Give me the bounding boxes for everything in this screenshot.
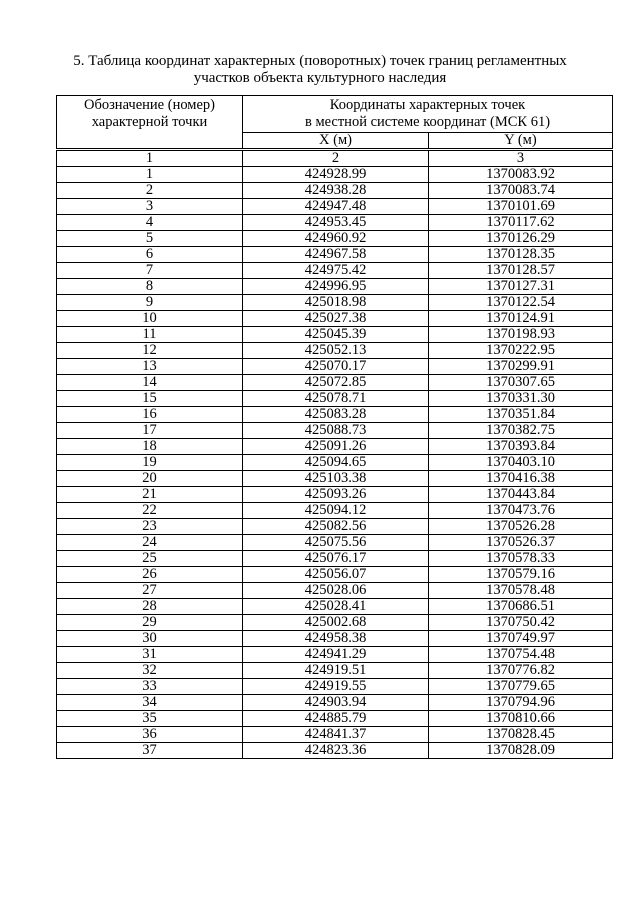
y-coordinate-cell: 1370578.33	[429, 551, 613, 567]
point-number-cell: 12	[57, 343, 243, 359]
point-number-cell: 13	[57, 359, 243, 375]
table-row	[57, 183, 613, 199]
point-number-cell: 26	[57, 567, 243, 583]
x-coordinate-cell: 425083.28	[243, 407, 429, 423]
table-row	[57, 279, 613, 295]
y-coordinate-cell: 1370222.95	[429, 343, 613, 359]
y-coordinate-cell: 1370331.30	[429, 391, 613, 407]
table-row	[57, 695, 613, 711]
y-coordinate-cell: 1370083.92	[429, 167, 613, 183]
x-coordinate-cell: 424938.28	[243, 183, 429, 199]
x-coordinate-cell: 424941.29	[243, 647, 429, 663]
x-coordinate-cell: 425028.06	[243, 583, 429, 599]
y-coordinate-cell: 1370124.91	[429, 311, 613, 327]
table-row	[57, 423, 613, 439]
table-row	[57, 327, 613, 343]
point-number-cell: 28	[57, 599, 243, 615]
point-number-cell: 25	[57, 551, 243, 567]
point-number-cell: 18	[57, 439, 243, 455]
y-coordinate-cell: 1370128.57	[429, 263, 613, 279]
y-coordinate-cell: 1370754.48	[429, 647, 613, 663]
header-point-line-1: Обозначение (номер)	[83, 97, 215, 113]
table-row	[57, 727, 613, 743]
table-row	[57, 407, 613, 423]
y-coordinate-cell: 1370526.37	[429, 535, 613, 551]
point-number-cell: 35	[57, 711, 243, 727]
y-coordinate-cell: 1370750.42	[429, 615, 613, 631]
table-row	[57, 487, 613, 503]
x-coordinate-cell: 424919.51	[243, 663, 429, 679]
column-number-row	[57, 150, 613, 167]
y-coordinate-cell: 1370749.97	[429, 631, 613, 647]
header-coords-line-2: в местной системе координат (МСК 61)	[304, 114, 551, 130]
x-coordinate-cell: 425052.13	[243, 343, 429, 359]
y-coordinate-cell: 1370578.48	[429, 583, 613, 599]
x-coordinate-cell: 425002.68	[243, 615, 429, 631]
x-coordinate-cell: 425072.85	[243, 375, 429, 391]
point-number-cell: 21	[57, 487, 243, 503]
x-coordinate-cell: 425070.17	[243, 359, 429, 375]
x-coordinate-cell: 425028.41	[243, 599, 429, 615]
x-coordinate-cell: 425078.71	[243, 391, 429, 407]
x-coordinate-cell: 425091.26	[243, 439, 429, 455]
point-number-cell: 33	[57, 679, 243, 695]
y-coordinate-cell: 1370351.84	[429, 407, 613, 423]
point-number-cell: 3	[57, 199, 243, 215]
y-coordinate-cell: 1370126.29	[429, 231, 613, 247]
point-number-cell: 24	[57, 535, 243, 551]
table-row	[57, 391, 613, 407]
point-number-cell: 14	[57, 375, 243, 391]
y-coordinate-cell: 1370579.16	[429, 567, 613, 583]
point-number-cell: 10	[57, 311, 243, 327]
y-coordinate-cell: 1370299.91	[429, 359, 613, 375]
x-coordinate-cell: 425088.73	[243, 423, 429, 439]
y-coordinate-cell: 1370810.66	[429, 711, 613, 727]
x-coordinate-cell: 424919.55	[243, 679, 429, 695]
table-header	[57, 96, 613, 150]
point-number-cell: 30	[57, 631, 243, 647]
point-number-cell: 4	[57, 215, 243, 231]
table-row	[57, 471, 613, 487]
table-row	[57, 247, 613, 263]
point-number-cell: 1	[57, 167, 243, 183]
x-coordinate-cell: 424885.79	[243, 711, 429, 727]
x-coordinate-cell: 424841.37	[243, 727, 429, 743]
y-coordinate-cell: 1370198.93	[429, 327, 613, 343]
point-number-cell: 2	[57, 183, 243, 199]
point-number-cell: 36	[57, 727, 243, 743]
point-number-cell: 29	[57, 615, 243, 631]
point-number-cell: 34	[57, 695, 243, 711]
header-y: Y (м)	[429, 133, 613, 150]
table-row	[57, 215, 613, 231]
table-row	[57, 599, 613, 615]
table-row	[57, 663, 613, 679]
table-row	[57, 679, 613, 695]
x-coordinate-cell: 425027.38	[243, 311, 429, 327]
table-row	[57, 583, 613, 599]
y-coordinate-cell: 1370473.76	[429, 503, 613, 519]
x-coordinate-cell: 424823.36	[243, 743, 429, 759]
table-row	[57, 375, 613, 391]
header-point-designation	[57, 96, 243, 150]
y-coordinate-cell: 1370128.35	[429, 247, 613, 263]
table-row	[57, 551, 613, 567]
table-body	[57, 150, 613, 759]
table-row	[57, 615, 613, 631]
table-row	[57, 343, 613, 359]
x-coordinate-cell: 425094.65	[243, 455, 429, 471]
title-line-2: участков объекта культурного наследия	[193, 70, 447, 86]
column-number: 2	[243, 150, 429, 167]
page-title	[40, 53, 600, 87]
y-coordinate-cell: 1370127.31	[429, 279, 613, 295]
point-number-cell: 8	[57, 279, 243, 295]
point-number-cell: 11	[57, 327, 243, 343]
table-row	[57, 455, 613, 471]
x-coordinate-cell: 425094.12	[243, 503, 429, 519]
table-row	[57, 647, 613, 663]
header-coordinates	[243, 96, 613, 133]
y-coordinate-cell: 1370307.65	[429, 375, 613, 391]
x-coordinate-cell: 425103.38	[243, 471, 429, 487]
point-number-cell: 15	[57, 391, 243, 407]
x-coordinate-cell: 424975.42	[243, 263, 429, 279]
y-coordinate-cell: 1370416.38	[429, 471, 613, 487]
x-coordinate-cell: 424928.99	[243, 167, 429, 183]
table-row	[57, 231, 613, 247]
y-coordinate-cell: 1370526.28	[429, 519, 613, 535]
point-number-cell: 32	[57, 663, 243, 679]
y-coordinate-cell: 1370382.75	[429, 423, 613, 439]
table-row	[57, 167, 613, 183]
point-number-cell: 17	[57, 423, 243, 439]
point-number-cell: 16	[57, 407, 243, 423]
x-coordinate-cell: 424996.95	[243, 279, 429, 295]
y-coordinate-cell: 1370393.84	[429, 439, 613, 455]
table-row	[57, 359, 613, 375]
column-number: 3	[429, 150, 613, 167]
table-row	[57, 743, 613, 759]
x-coordinate-cell: 424960.92	[243, 231, 429, 247]
y-coordinate-cell: 1370443.84	[429, 487, 613, 503]
point-number-cell: 5	[57, 231, 243, 247]
x-coordinate-cell: 425082.56	[243, 519, 429, 535]
y-coordinate-cell: 1370083.74	[429, 183, 613, 199]
table-row	[57, 295, 613, 311]
x-coordinate-cell: 425093.26	[243, 487, 429, 503]
x-coordinate-cell: 424953.45	[243, 215, 429, 231]
y-coordinate-cell: 1370828.09	[429, 743, 613, 759]
table-row	[57, 503, 613, 519]
table-row	[57, 567, 613, 583]
header-coords-line-1: Координаты характерных точек	[329, 97, 526, 113]
y-coordinate-cell: 1370403.10	[429, 455, 613, 471]
point-number-cell: 7	[57, 263, 243, 279]
point-number-cell: 19	[57, 455, 243, 471]
x-coordinate-cell: 425056.07	[243, 567, 429, 583]
y-coordinate-cell: 1370686.51	[429, 599, 613, 615]
table-row	[57, 631, 613, 647]
point-number-cell: 23	[57, 519, 243, 535]
point-number-cell: 9	[57, 295, 243, 311]
x-coordinate-cell: 424967.58	[243, 247, 429, 263]
y-coordinate-cell: 1370794.96	[429, 695, 613, 711]
point-number-cell: 27	[57, 583, 243, 599]
point-number-cell: 31	[57, 647, 243, 663]
x-coordinate-cell: 425018.98	[243, 295, 429, 311]
table-row	[57, 519, 613, 535]
table-row	[57, 199, 613, 215]
x-coordinate-cell: 424947.48	[243, 199, 429, 215]
table-row	[57, 439, 613, 455]
x-coordinate-cell: 424958.38	[243, 631, 429, 647]
x-coordinate-cell: 425045.39	[243, 327, 429, 343]
y-coordinate-cell: 1370828.45	[429, 727, 613, 743]
title-line-1: 5. Таблица координат характерных (поворотных) точек границ регламентных	[73, 53, 567, 69]
column-number: 1	[57, 150, 243, 167]
x-coordinate-cell: 425075.56	[243, 535, 429, 551]
y-coordinate-cell: 1370101.69	[429, 199, 613, 215]
table-row	[57, 535, 613, 551]
y-coordinate-cell: 1370117.62	[429, 215, 613, 231]
y-coordinate-cell: 1370122.54	[429, 295, 613, 311]
point-number-cell: 6	[57, 247, 243, 263]
point-number-cell: 22	[57, 503, 243, 519]
table-row	[57, 311, 613, 327]
x-coordinate-cell: 425076.17	[243, 551, 429, 567]
table-row	[57, 263, 613, 279]
point-number-cell: 37	[57, 743, 243, 759]
header-x: X (м)	[243, 133, 429, 150]
y-coordinate-cell: 1370776.82	[429, 663, 613, 679]
x-coordinate-cell: 424903.94	[243, 695, 429, 711]
point-number-cell: 20	[57, 471, 243, 487]
table-row	[57, 711, 613, 727]
y-coordinate-cell: 1370779.65	[429, 679, 613, 695]
header-point-line-2: характерной точки	[91, 114, 208, 130]
coordinates-table	[56, 95, 613, 759]
